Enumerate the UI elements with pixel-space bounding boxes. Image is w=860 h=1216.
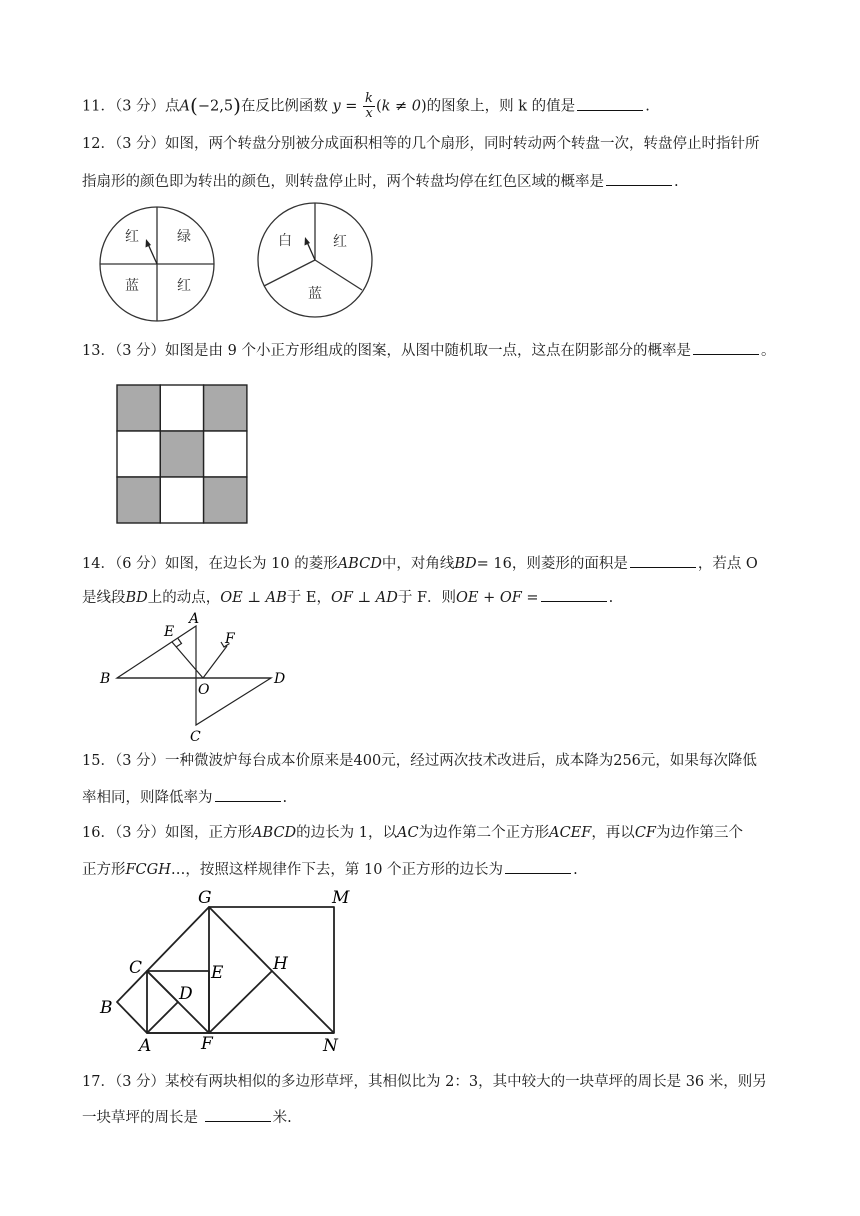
q15-new-cost: 256 [613, 753, 641, 769]
q14-rhombus-name: ABCD [337, 556, 382, 572]
q14-rhombus-figure [98, 611, 293, 745]
q11-fn-lhs: y = [332, 98, 358, 115]
q14-sum-expr: OE + OF = [456, 590, 539, 606]
question-12-line1: 12．（3 分）如图，两个转盘分别被分成面积相等的几个扇形，同时转动两个转盘一次，转盘停止时指针所 [82, 136, 760, 152]
q14-answer-blank-1[interactable] [630, 552, 696, 568]
q11-point-label: A [179, 98, 191, 115]
q12-line2-text: 指扇形的颜色即为转出的颜色，则转盘停止时，两个转盘均停在红色区域的概率是 [82, 174, 604, 190]
label-g: G [198, 888, 212, 908]
q14-diagonal: BD [454, 556, 477, 572]
q14-l2a: 是线段 [82, 590, 126, 606]
q15-l1a: 15．（3 分）一种微波炉每台成本价原来是 [82, 753, 354, 769]
q16-side-cf: CF [634, 825, 656, 841]
q14-perp-2: OF ⊥ AD [330, 590, 398, 606]
q14-l1f: ，若点 O [697, 556, 758, 572]
q13-answer-blank[interactable] [693, 339, 759, 355]
grid-cell-4 [117, 431, 160, 477]
q11-end: . [645, 98, 650, 115]
question-12-line2 [82, 170, 810, 192]
q15-l1c: 元，如果每次降低 [640, 753, 757, 769]
grid-cell-6 [204, 431, 247, 477]
segment-of [203, 646, 227, 678]
q11-mid: 在反比例函数 [240, 98, 328, 115]
q16-l1i: 为边作第三个 [655, 825, 743, 841]
question-17-line2 [82, 1106, 810, 1128]
q16-l1e: 为边作第二个正方形 [418, 825, 550, 841]
q11-suffix: 的图象上，则 k 的值是 [426, 98, 576, 115]
spinner-2 [258, 203, 372, 317]
label-a: A [139, 1036, 152, 1056]
q11-answer-blank[interactable] [577, 95, 643, 111]
q14-end: . [608, 590, 614, 606]
q16-square-2: ACEF [549, 825, 592, 841]
label-f: F [201, 1034, 213, 1054]
grid-cell-9 [204, 477, 247, 523]
q15-answer-blank[interactable] [215, 786, 281, 802]
grid-cell-3 [204, 385, 247, 431]
q16-l2c: …，按照这样规律作下去，第 10 个正方形的边长为 [170, 862, 504, 878]
question-16-line2 [82, 858, 810, 880]
q14-l1a: 14．（6 分）如图，在边长为 10 的菱形 [82, 556, 338, 572]
q17-answer-blank[interactable] [205, 1106, 271, 1122]
q13-grid-figure [117, 385, 247, 523]
label-h: H [273, 954, 288, 974]
q11-condition: k ≠ 0 [381, 98, 421, 115]
q12-spinners-figure [95, 210, 385, 325]
question-11: 11．（3 分）点A(−2,5)在反比例函数 y = $\frac{k}{x}$ (k ≠ 0)的图象上，则 k 的值是 . [82, 91, 650, 121]
question-14-line2 [82, 586, 810, 608]
label-d: D [274, 671, 286, 687]
label-a: A [189, 611, 200, 627]
spinner-1-sector-2: 绿 [177, 229, 191, 245]
q12-end: . [674, 174, 679, 190]
question-13 [82, 339, 810, 361]
q16-side-ac: AC [397, 825, 419, 841]
q14-l1c: 中，对角线 [381, 556, 455, 572]
q17-end: 米. [272, 1110, 292, 1126]
label-e: E [211, 963, 224, 983]
q16-l1a: 16．（3 分）如图，正方形 [82, 825, 253, 841]
q16-answer-blank[interactable] [505, 858, 571, 874]
spinner-1-sector-3: 蓝 [125, 278, 139, 294]
grid-cell-1 [117, 385, 160, 431]
spinner-2-sector-3: 蓝 [308, 286, 322, 302]
label-e: E [164, 624, 175, 640]
q14-l2g: 于 F．则 [397, 590, 457, 606]
label-c: C [190, 729, 201, 745]
q15-l1b: 元，经过两次技术改进后，成本降为 [381, 753, 614, 769]
grid-cells [117, 385, 247, 523]
q16-l1c: 的边长为 1，以 [296, 825, 398, 841]
grid-cell-8 [160, 477, 203, 523]
q16-l2a: 正方形 [82, 862, 126, 878]
q15-l2: 率相同，则降低率为 [82, 790, 213, 806]
q11-fraction [363, 92, 375, 121]
question-14-line1 [82, 552, 810, 574]
q15-original-cost: 400 [353, 753, 382, 769]
label-b: B [100, 998, 113, 1018]
spinner-2-sector-1: 白 [278, 233, 292, 249]
q16-square-1: ABCD [252, 825, 297, 841]
spinner-2-sector-2: 红 [333, 234, 347, 250]
q16-square-3: FCGH [125, 862, 171, 878]
question-17-line1: 17．（3 分）某校有两块相似的多边形草坪，其相似比为 2：3，其中较大的一块草坪的周长是 36 米，则另 [82, 1074, 767, 1090]
question-16-line1 [82, 823, 810, 843]
q14-segment: BD [125, 590, 148, 606]
label-f: F [225, 631, 235, 647]
q16-squares-figure [98, 885, 363, 1055]
grid-cell-7 [117, 477, 160, 523]
right-angle-e [176, 639, 182, 648]
label-o: O [198, 682, 210, 698]
q14-l1e: = 16，则菱形的面积是 [476, 556, 628, 572]
q13-text: 13．（3 分）如图是由 9 个小正方形组成的图案，从图中随机取一点，这点在阴影部分的概率是 [82, 343, 691, 359]
q14-l2c: 上的动点， [147, 590, 221, 606]
spinner-1 [100, 207, 214, 321]
q13-end: 。 [760, 343, 776, 359]
segment-hn [272, 971, 334, 1033]
label-m: M [332, 888, 350, 908]
q11-frac-num: k [365, 91, 373, 106]
label-n: N [323, 1036, 338, 1056]
q16-end: . [573, 862, 578, 878]
q16-l1g: ，再以 [591, 825, 635, 841]
q14-perp-1: OE ⊥ AB [220, 590, 287, 606]
q11-frac-den: x [365, 106, 373, 121]
q15-end: . [282, 790, 288, 806]
grid-cell-5 [160, 431, 203, 477]
spinner-1-sector-1: 红 [125, 229, 139, 245]
q11-prefix: 11．（3 分）点 [82, 98, 180, 115]
q11-point-coords: −2,5 [197, 98, 234, 115]
question-15-line2 [82, 786, 810, 808]
q14-l2e: 于 E， [286, 590, 331, 606]
question-15-line1 [82, 751, 810, 771]
rhombus-abcd [117, 626, 271, 725]
q14-answer-blank-2[interactable] [541, 586, 607, 602]
grid-cell-2 [160, 385, 203, 431]
label-c: C [129, 958, 143, 978]
segment-oe [172, 642, 203, 678]
label-d: D [179, 984, 193, 1004]
q17-l2: 一块草坪的周长是 [82, 1110, 203, 1126]
q12-answer-blank[interactable] [606, 170, 672, 186]
label-b: B [100, 671, 111, 687]
spinner-1-sector-4: 红 [177, 278, 191, 294]
